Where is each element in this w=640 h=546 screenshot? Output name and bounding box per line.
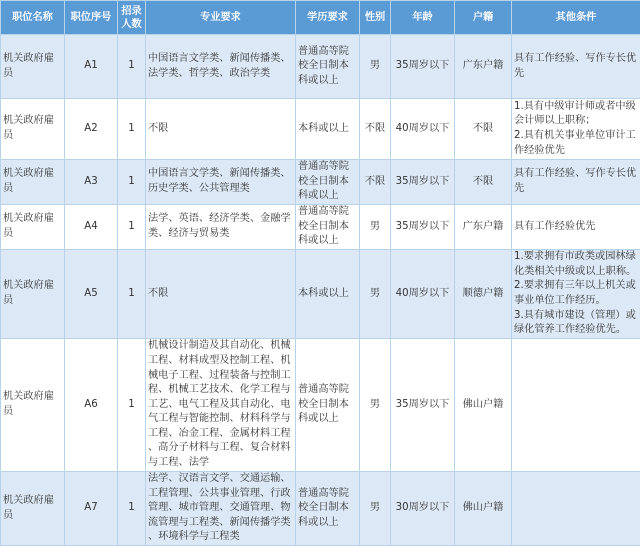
age-cell: 35周岁以下 xyxy=(391,205,455,250)
gender-cell: 男 xyxy=(360,205,391,250)
household-cell: 广东户籍 xyxy=(455,205,512,250)
other-conditions-cell: 1.具有中级审计师或者中级 会计师以上职称； 2.具有机关事业单位审计工 作经验优先 xyxy=(512,99,640,160)
major-cell: 不限 xyxy=(146,250,296,339)
household-cell: 广东户籍 xyxy=(455,35,512,99)
position-number-cell: A1 xyxy=(65,35,118,99)
headcount-cell: 1 xyxy=(118,205,146,250)
education-cell: 普通高等院 校全日制本 科或以上 xyxy=(296,339,360,472)
household-cell: 顺德户籍 xyxy=(455,250,512,339)
headcount-cell: 1 xyxy=(118,35,146,99)
table-row xyxy=(1,250,640,339)
position-name-cell: 机关政府雇员 xyxy=(1,205,65,250)
position-number-cell: A4 xyxy=(65,205,118,250)
position-number-cell: A2 xyxy=(65,99,118,160)
headcount-cell: 1 xyxy=(118,339,146,472)
education-cell: 普通高等院 校全日制本 科或以上 xyxy=(296,35,360,99)
header-headcount: 招录人数 xyxy=(118,1,146,35)
major-cell: 中国语言文学类、新闻传播类、 历史学类、公共管理类 xyxy=(146,160,296,205)
other-conditions-cell xyxy=(512,339,640,472)
position-number-cell: A3 xyxy=(65,160,118,205)
major-cell: 不限 xyxy=(146,99,296,160)
gender-cell: 男 xyxy=(360,35,391,99)
major-cell: 法学、英语、经济学类、金融学 类、经济与贸易类 xyxy=(146,205,296,250)
table-row xyxy=(1,160,640,205)
household-cell: 佛山户籍 xyxy=(455,339,512,472)
position-number-cell: A6 xyxy=(65,339,118,472)
household-cell: 佛山户籍 xyxy=(455,472,512,546)
gender-cell: 不限 xyxy=(360,99,391,160)
position-name-cell: 机关政府雇员 xyxy=(1,99,65,160)
other-conditions-cell: 具有工作经验、写作专长优 先 xyxy=(512,160,640,205)
education-cell: 本科或以上 xyxy=(296,250,360,339)
header-gender: 性别 xyxy=(360,1,391,35)
table-row xyxy=(1,99,640,160)
age-cell: 40周岁以下 xyxy=(391,250,455,339)
position-number-cell: A7 xyxy=(65,472,118,546)
household-cell: 不限 xyxy=(455,99,512,160)
header-position-name: 职位名称 xyxy=(1,1,65,35)
other-conditions-cell: 具有工作经验优先 xyxy=(512,205,640,250)
position-name-cell: 机关政府雇员 xyxy=(1,339,65,472)
position-number-cell: A5 xyxy=(65,250,118,339)
header-other-conditions: 其他条件 xyxy=(512,1,640,35)
education-cell: 普通高等院 校全日制本 科或以上 xyxy=(296,472,360,546)
headcount-cell: 1 xyxy=(118,160,146,205)
age-cell: 40周岁以下 xyxy=(391,99,455,160)
age-cell: 35周岁以下 xyxy=(391,339,455,472)
table-row xyxy=(1,339,640,472)
header-education-requirement: 学历要求 xyxy=(296,1,360,35)
table-row xyxy=(1,205,640,250)
table-row xyxy=(1,472,640,546)
major-cell: 中国语言文学类、新闻传播类、 法学类、哲学类、政治学类 xyxy=(146,35,296,99)
position-name-cell: 机关政府雇员 xyxy=(1,472,65,546)
other-conditions-cell xyxy=(512,472,640,546)
household-cell: 不限 xyxy=(455,160,512,205)
headcount-cell: 1 xyxy=(118,250,146,339)
major-cell: 机械设计制造及其自动化、机械 工程、材料成型及控制工程、机 械电子工程、过程装备与控制工 程、机械工艺技术、化学工程与 工艺、电气工程及其自动化、电 气工程与智能控制、材料科学与 工程、冶金工程、金属材料工程 、高分子材料与工程、复合材料 与工程、法学 xyxy=(146,339,296,472)
header-major-requirement: 专业要求 xyxy=(146,1,296,35)
headcount-cell: 1 xyxy=(118,99,146,160)
major-cell: 法学、汉语言文学、交通运输、 工程管理、公共事业管理、行政 管理、城市管理、交通管理、物 流管理与工程类、新闻传播学类 、环境科学与工程类 xyxy=(146,472,296,546)
age-cell: 35周岁以下 xyxy=(391,35,455,99)
gender-cell: 男 xyxy=(360,472,391,546)
age-cell: 30周岁以下 xyxy=(391,472,455,546)
gender-cell: 男 xyxy=(360,250,391,339)
education-cell: 普通高等院 校全日制本 科或以上 xyxy=(296,160,360,205)
header-row xyxy=(1,1,640,35)
table-row xyxy=(1,35,640,99)
education-cell: 本科或以上 xyxy=(296,99,360,160)
position-name-cell: 机关政府雇员 xyxy=(1,35,65,99)
position-name-cell: 机关政府雇员 xyxy=(1,250,65,339)
education-cell: 普通高等院 校全日制本 科或以上 xyxy=(296,205,360,250)
header-position-number: 职位序号 xyxy=(65,1,118,35)
gender-cell: 男 xyxy=(360,339,391,472)
other-conditions-cell: 具有工作经验、写作专长优 先 xyxy=(512,35,640,99)
age-cell: 35周岁以下 xyxy=(391,160,455,205)
header-household-registration: 户籍 xyxy=(455,1,512,35)
position-name-cell: 机关政府雇员 xyxy=(1,160,65,205)
gender-cell: 不限 xyxy=(360,160,391,205)
other-conditions-cell: 1.要求拥有市政类或园林绿 化类相关中级或以上职称。 2.要求拥有三年以上机关或 事业单位工作经历。 3.具有城市建设（管理）或 绿化管养工作经验优先。 xyxy=(512,250,640,339)
headcount-cell: 1 xyxy=(118,472,146,546)
header-age: 年龄 xyxy=(391,1,455,35)
